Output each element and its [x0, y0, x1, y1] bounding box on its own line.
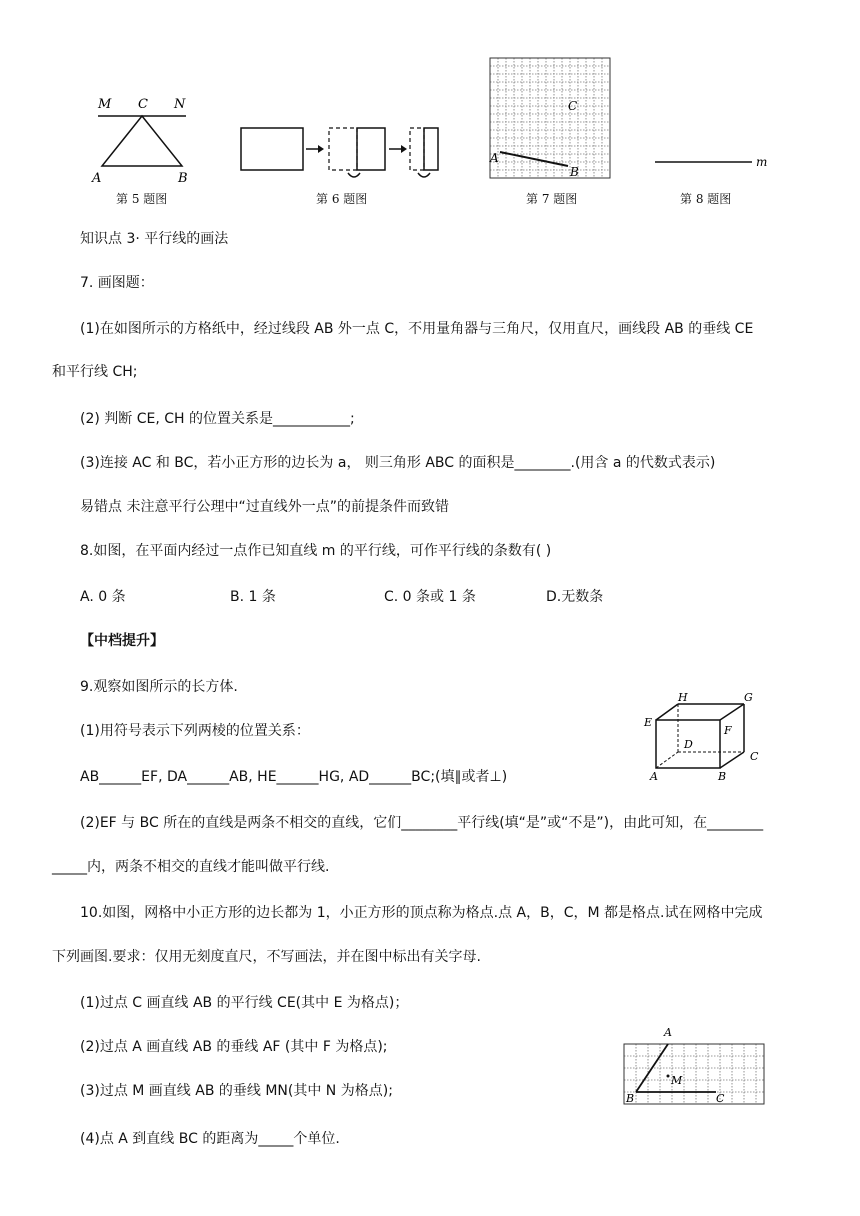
figure-8: [650, 150, 770, 174]
label-m: m: [756, 155, 768, 169]
q9-title: 9.观察如图所示的长方体.: [80, 679, 238, 695]
figure-5: [90, 92, 200, 188]
label-C: C: [568, 99, 578, 113]
cuboid-figure: [640, 692, 770, 784]
figure-6: [238, 118, 448, 184]
label-N: N: [174, 97, 186, 112]
label-C: C: [750, 750, 759, 763]
caption-fig6: 第 6 题图: [316, 192, 368, 206]
knowledge-point-3: 知识点 3· 平行线的画法: [80, 231, 229, 247]
caption-fig8: 第 8 题图: [680, 192, 732, 206]
q9-part2-cont: _____内，两条不相交的直线才能叫做平行线.: [52, 859, 330, 875]
q8-option-d: D.无数条: [546, 589, 604, 605]
q8-option-c: C. 0 条或 1 条: [384, 589, 476, 605]
label-M: M: [671, 1074, 683, 1087]
q7-part2: (2) 判断 CE, CH 的位置关系是___________;: [80, 411, 355, 427]
q10-part2: (2)过点 A 画直线 AB 的垂线 AF (其中 F 为格点);: [80, 1039, 388, 1055]
label-H: H: [678, 692, 688, 704]
label-E: E: [644, 716, 653, 729]
q8-option-b: B. 1 条: [230, 589, 276, 605]
label-A: A: [490, 151, 499, 165]
label-B: B: [178, 171, 188, 186]
q7-title: 7. 画图题：: [80, 275, 154, 291]
q7-part1-cont: 和平行线 CH;: [52, 364, 138, 380]
section-heading: 【中档提升】: [80, 633, 164, 649]
q9-part1-blanks: AB______EF, DA______AB, HE______HG, AD______BC;(填∥或者⊥): [80, 769, 508, 785]
label-M: M: [98, 97, 112, 112]
caption-fig7: 第 7 题图: [526, 192, 578, 206]
label-B: B: [626, 1092, 635, 1105]
q10-part3: (3)过点 M 画直线 AB 的垂线 MN(其中 N 为格点);: [80, 1083, 393, 1099]
q7-part1: (1)在如图所示的方格纸中，经过线段 AB 外一点 C，不用量角器与三角尺，仅用直尺，画线段 AB 的垂线 CE: [80, 321, 754, 337]
error-point: 易错点 未注意平行公理中“过直线外一点”的前提条件而致错: [80, 499, 449, 515]
label-F: F: [724, 724, 732, 737]
label-A: A: [650, 770, 658, 783]
caption-fig5: 第 5 题图: [116, 192, 168, 206]
q10-title: 10.如图，网格中小正方形的边长都为 1，小正方形的顶点称为格点.点 A，B，C，M 都是格点.试在网格中完成: [80, 905, 763, 921]
figure-7: [488, 56, 616, 184]
q10-part1: (1)过点 C 画直线 AB 的平行线 CE(其中 E 为格点)；: [80, 995, 409, 1011]
label-G: G: [744, 692, 753, 704]
label-A: A: [92, 171, 102, 186]
label-C: C: [138, 97, 148, 112]
q8-title: 8.如图，在平面内经过一点作已知直线 m 的平行线，可作平行线的条数有( ): [80, 543, 552, 559]
q10-title-cont: 下列画图.要求：仅用无刻度直尺，不写画法，并在图中标出有关字母.: [52, 949, 481, 965]
q7-part3: (3)连接 AC 和 BC，若小正方形的边长为 a， 则三角形 ABC 的面积是________.(用含 a 的代数式表示): [80, 455, 716, 471]
grid-figure-10: [620, 1022, 768, 1110]
label-C: C: [716, 1092, 725, 1105]
label-D: D: [684, 738, 693, 751]
label-A: A: [664, 1026, 672, 1039]
q9-part1: (1)用符号表示下列两棱的位置关系：: [80, 723, 310, 739]
q8-option-a: A. 0 条: [80, 589, 126, 605]
label-B: B: [718, 770, 727, 783]
q10-part4: (4)点 A 到直线 BC 的距离为_____个单位.: [80, 1131, 340, 1147]
label-B: B: [570, 165, 579, 179]
q9-part2: (2)EF 与 BC 所在的直线是两条不相交的直线，它们________平行线(填“是”或“不是”)，由此可知，在________: [80, 815, 764, 831]
